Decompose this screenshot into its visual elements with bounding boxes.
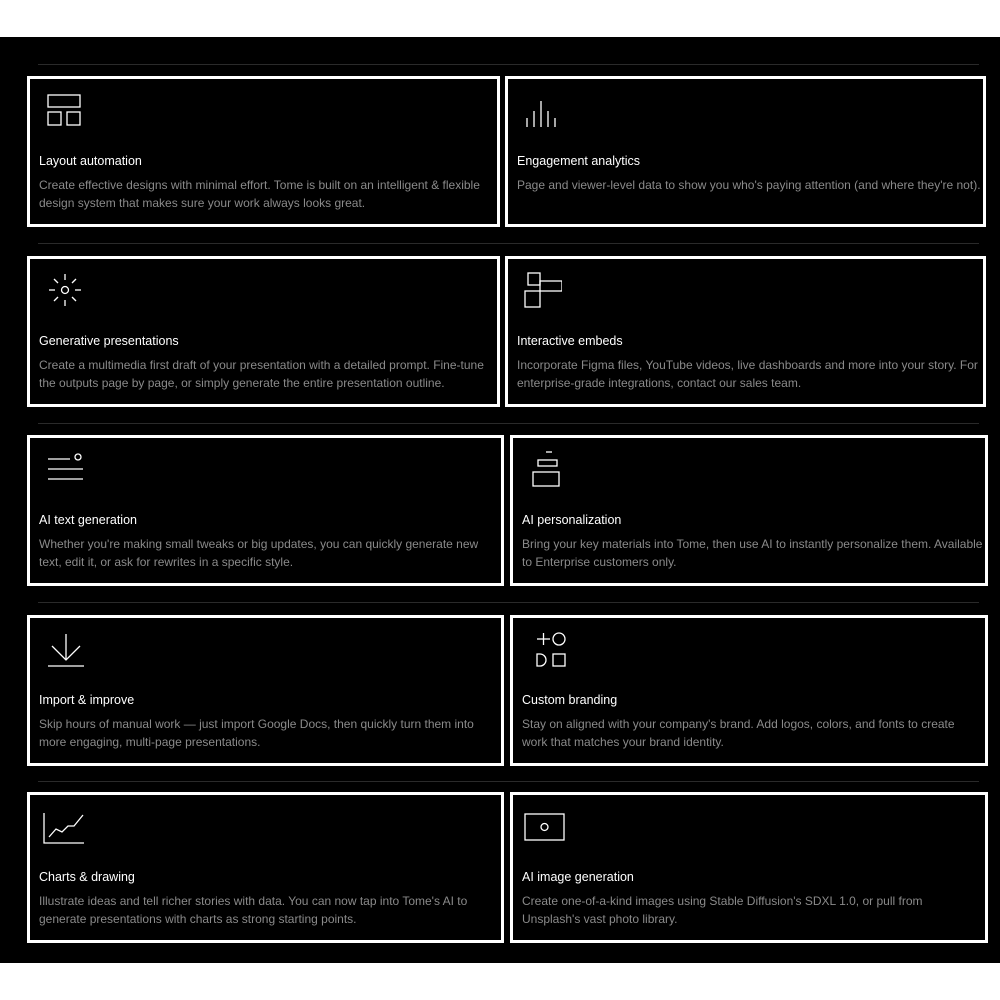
feature-title: AI image generation <box>522 870 634 884</box>
feature-card-engagement-analytics[interactable] <box>505 76 986 227</box>
feature-card-generative-presentations[interactable] <box>27 256 500 407</box>
text-lines-icon <box>40 450 84 490</box>
layout-grid-icon <box>40 91 84 131</box>
divider <box>38 423 979 424</box>
feature-description: Incorporate Figma files, YouTube videos, live dashboards and more into your story. For enterprise-grade integrations, contact our sales team. <box>517 358 978 390</box>
feature-description: Create effective designs with minimal effort. Tome is built on an intelligent & flexible design system that makes sure your work always looks great. <box>39 178 480 210</box>
divider <box>38 781 979 782</box>
divider <box>38 64 979 65</box>
feature-card-ai-text-generation[interactable] <box>27 435 504 586</box>
divider <box>38 602 979 603</box>
feature-card-ai-personalization[interactable] <box>510 435 988 586</box>
shapes-icon <box>523 630 567 670</box>
feature-title: AI text generation <box>39 513 137 527</box>
feature-title: Generative presentations <box>39 334 179 348</box>
image-frame-icon <box>523 807 567 847</box>
feature-description: Page and viewer-level data to show you who's paying attention (and where they're not). <box>517 178 981 192</box>
stacked-boxes-icon <box>523 450 567 490</box>
feature-title: Interactive embeds <box>517 334 623 348</box>
feature-description: Stay on aligned with your company's brand. Add logos, colors, and fonts to create work that matches your brand identity. <box>522 717 955 749</box>
bar-chart-icon <box>518 91 562 131</box>
feature-card-layout-automation[interactable] <box>27 76 500 227</box>
feature-card-ai-image-generation[interactable] <box>510 792 988 943</box>
feature-title: AI personalization <box>522 513 622 527</box>
feature-card-charts-drawing[interactable] <box>27 792 504 943</box>
feature-title: Charts & drawing <box>39 870 135 884</box>
feature-title: Layout automation <box>39 154 142 168</box>
import-arrow-icon <box>40 630 84 670</box>
embed-blocks-icon <box>518 271 562 311</box>
feature-description: Create a multimedia first draft of your presentation with a detailed prompt. Fine-tune the outputs page by page, or simply generate the entire presentation outline. <box>39 358 484 390</box>
sparkle-icon <box>40 271 84 311</box>
divider <box>38 243 979 244</box>
feature-description: Create one-of-a-kind images using Stable Diffusion's SDXL 1.0, or pull from Unsplash's vast photo library. <box>522 894 923 926</box>
feature-title: Import & improve <box>39 693 135 707</box>
feature-description: Illustrate ideas and tell richer stories with data. You can now tap into Tome's AI to generate presentations with charts as strong starting points. <box>39 894 468 926</box>
feature-card-interactive-embeds[interactable] <box>505 256 986 407</box>
feature-description: Skip hours of manual work — just import Google Docs, then quickly turn them into more engaging, multi-page presentations. <box>39 717 474 749</box>
feature-card-import-improve[interactable] <box>27 615 504 766</box>
feature-title: Custom branding <box>522 693 618 707</box>
feature-description: Whether you're making small tweaks or big updates, you can quickly generate new text, edit it, or ask for rewrites in a specific style. <box>39 537 479 569</box>
feature-card-custom-branding[interactable] <box>510 615 988 766</box>
feature-description: Bring your key materials into Tome, then use AI to instantly personalize them. Available to Enterprise customers only. <box>522 537 983 569</box>
feature-title: Engagement analytics <box>517 154 640 168</box>
line-chart-icon <box>40 807 84 847</box>
